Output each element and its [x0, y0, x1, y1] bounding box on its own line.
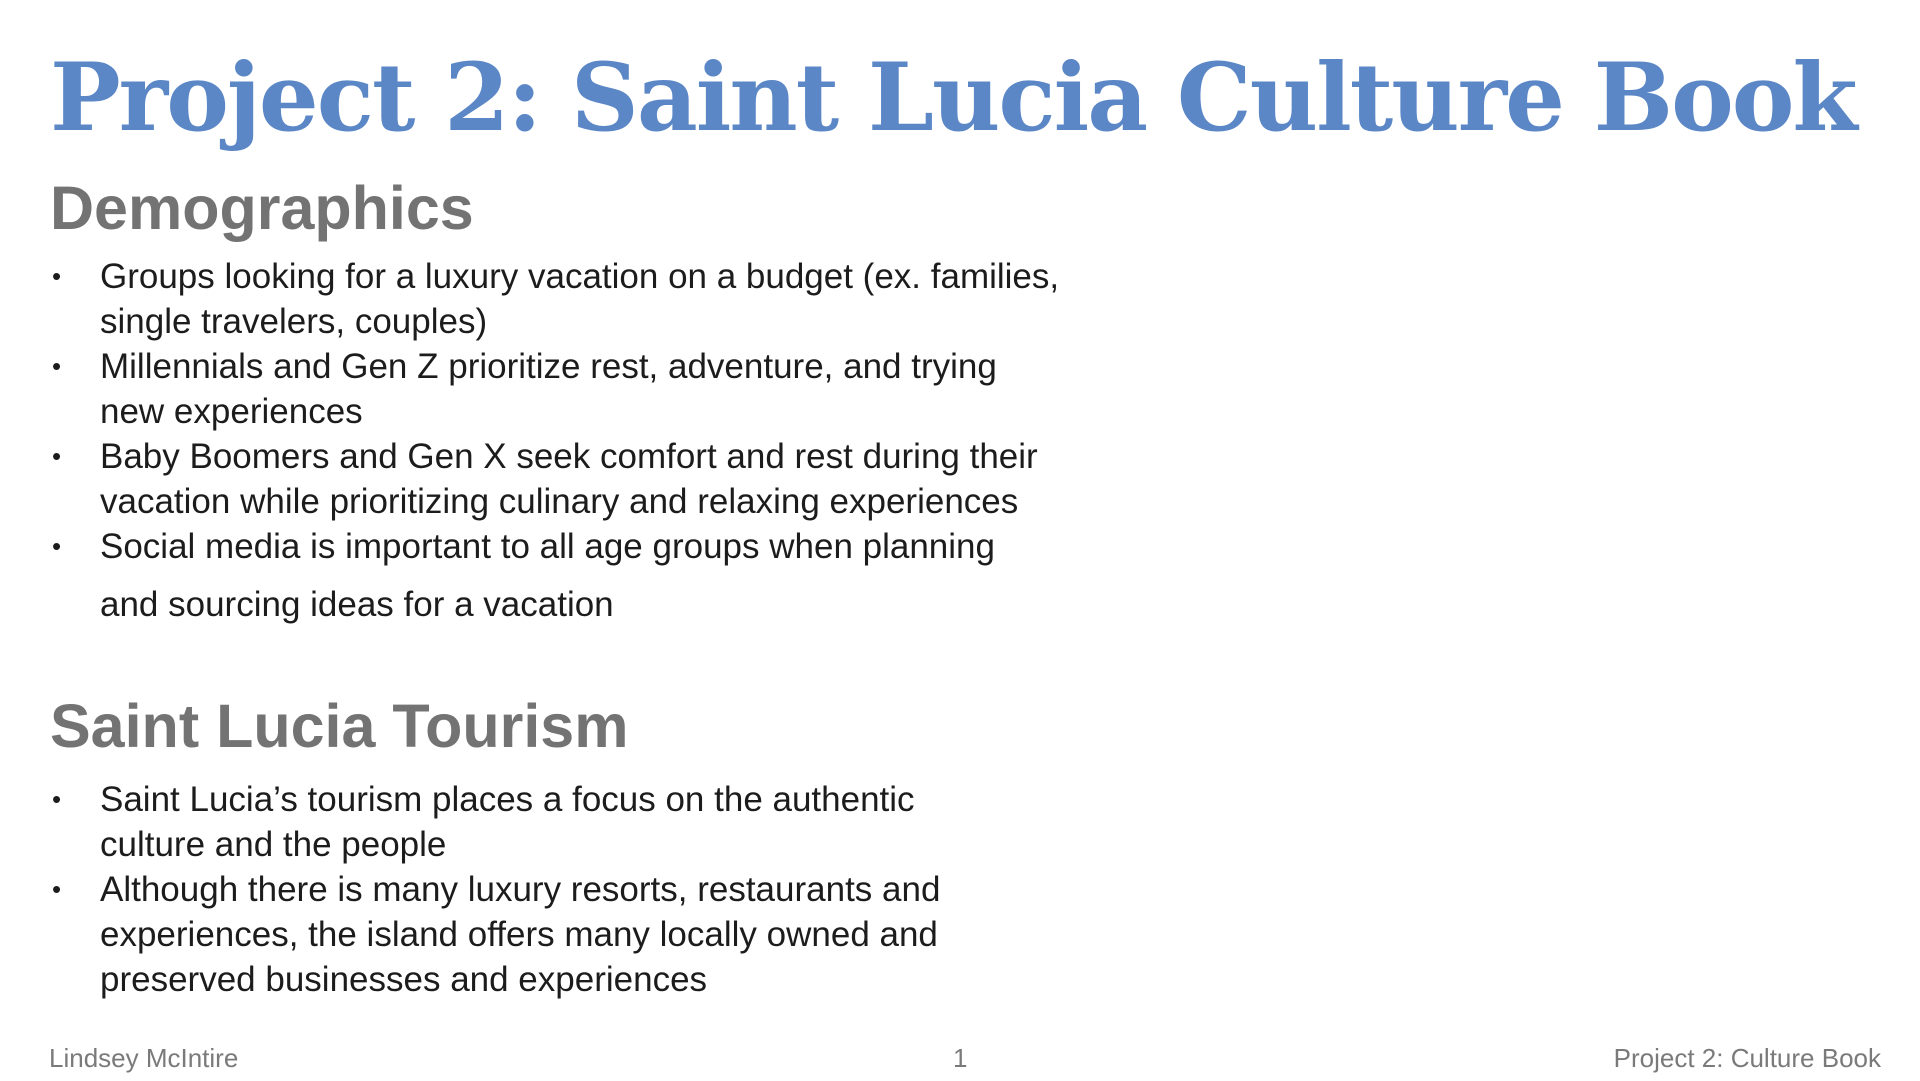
footer-document-title: Project 2: Culture Book [1613, 1043, 1881, 1073]
bullet-icon: • [52, 441, 62, 471]
list-item-text: Saint Lucia’s tourism places a focus on the authentic [100, 780, 915, 819]
list-item-text: Although there is many luxury resorts, restaurants and [100, 870, 941, 909]
bullet-icon: • [52, 874, 62, 904]
list-item-text: Social media is important to all age groups when planning [100, 527, 995, 566]
list-item [50, 434, 1150, 524]
list-item-text: new experiences [100, 392, 363, 431]
bullet-icon: • [52, 351, 62, 381]
bullet-icon: • [52, 784, 62, 814]
list-item [50, 524, 1150, 627]
list-item-text: and sourcing ideas for a vacation [100, 585, 614, 624]
tourism-heading: Saint Lucia Tourism [50, 692, 629, 760]
page-title: Project 2: Saint Lucia Culture Book [50, 43, 1856, 153]
bullet-icon: • [52, 531, 62, 561]
tourism-list [50, 777, 1150, 1002]
list-item-text: Baby Boomers and Gen X seek comfort and rest during their [100, 437, 1038, 476]
list-item-text: preserved businesses and experiences [100, 960, 708, 999]
demographics-heading: Demographics [50, 174, 474, 242]
list-item [50, 867, 1150, 1002]
list-item-text: culture and the people [100, 825, 447, 864]
list-item [50, 777, 1150, 867]
list-item [50, 344, 1150, 434]
list-item [50, 254, 1150, 344]
footer-page-number: 1 [953, 1043, 968, 1073]
list-item-text: vacation while prioritizing culinary and relaxing experiences [100, 482, 1019, 521]
list-item-text: single travelers, couples) [100, 302, 488, 341]
list-item-text: Millennials and Gen Z prioritize rest, adventure, and trying [100, 347, 997, 386]
demographics-list [50, 254, 1150, 627]
list-item-text: Groups looking for a luxury vacation on a budget (ex. families, [100, 257, 1060, 296]
footer-author: Lindsey McIntire [49, 1043, 239, 1073]
list-item-text: experiences, the island offers many locally owned and [100, 915, 938, 954]
bullet-icon: • [52, 261, 62, 291]
